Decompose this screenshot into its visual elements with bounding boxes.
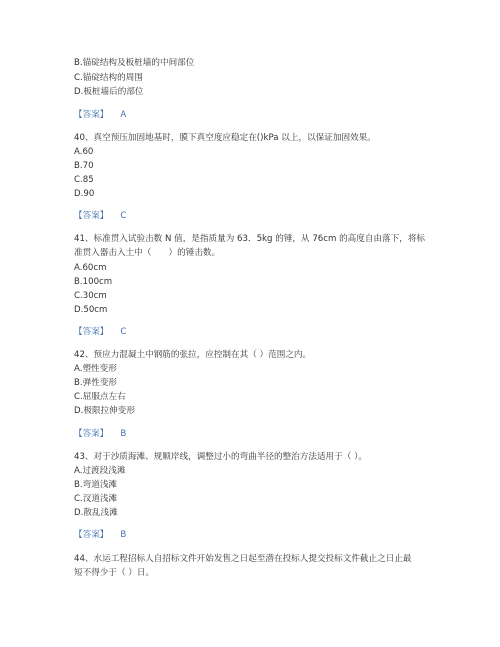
- answer-42: [74, 428, 126, 440]
- answer-label: 【答案】: [74, 110, 109, 120]
- question-43-stem: 43、对于沙质海滩、规顺岸线，调整过小的弯曲半径的整治方法适用于（ ）。: [74, 452, 367, 462]
- answer-value: B: [120, 429, 127, 439]
- question-42-option-d: D.极限拉伸变形: [74, 406, 135, 416]
- answer-value: A: [120, 110, 127, 120]
- answer-41: [74, 326, 126, 338]
- question-42-option-b: B.弹性变形: [74, 378, 118, 388]
- option-c-top: C.锚碇结构的周围: [74, 73, 143, 83]
- question-43-option-a: A.过渡段浅滩: [74, 466, 126, 476]
- question-43-option-b: B.弯道浅滩: [74, 480, 118, 490]
- question-40-option-d: D.90: [74, 189, 95, 199]
- question-43-option-d: D.散乱浅滩: [74, 508, 118, 518]
- answer-label: 【答案】: [74, 530, 109, 540]
- question-44-stem-line-2: 短不得少于（ ）日。: [74, 568, 155, 578]
- option-b-top: B.锚碇结构及板桩墙的中间部位: [74, 58, 195, 68]
- question-42-option-c: C.屈服点左右: [74, 392, 126, 402]
- answer-39: [74, 109, 126, 121]
- question-42-option-a: A.塑性变形: [74, 364, 117, 374]
- question-40-stem: 40、真空预压加固地基时，膜下真空度应稳定在()kPa 以上，以保证加固效果。: [74, 133, 376, 143]
- answer-value: C: [120, 211, 127, 221]
- question-41-stem-line-1: 41、标准贯入试验击数 N 值，是指质量为 63．5kg 的锤，从 76cm 的高度自由落下，将标: [74, 234, 426, 244]
- option-d-top: D.板桩墙后的部位: [74, 87, 144, 97]
- answer-label: 【答案】: [74, 211, 109, 221]
- question-40-option-a: A.60: [74, 147, 94, 157]
- question-41-stem-line-2: 准贯入器击入土中（ ）的锤击数。: [74, 248, 221, 258]
- answer-value: C: [120, 327, 127, 337]
- question-41-option-d: D.50cm: [74, 305, 108, 315]
- question-42-stem: 42、预应力混凝土中钢筋的张拉，应控制在其（ ）范围之内。: [74, 350, 312, 360]
- question-40-option-c: C.85: [74, 175, 94, 185]
- question-40-option-b: B.70: [74, 161, 94, 171]
- answer-label: 【答案】: [74, 429, 109, 439]
- answer-40: [74, 210, 126, 222]
- question-41-option-c: C.30cm: [74, 291, 107, 301]
- question-44-stem-line-1: 44、水运工程招标人自招标文件开始发售之日起至潜在投标人提交投标文件截止之日止最: [74, 554, 412, 564]
- answer-label: 【答案】: [74, 327, 109, 337]
- answer-value: B: [120, 530, 127, 540]
- answer-43: [74, 529, 126, 541]
- question-41-option-a: A.60cm: [74, 263, 107, 273]
- question-43-option-c: C.汊道浅滩: [74, 494, 118, 504]
- question-41-option-b: B.100cm: [74, 277, 113, 287]
